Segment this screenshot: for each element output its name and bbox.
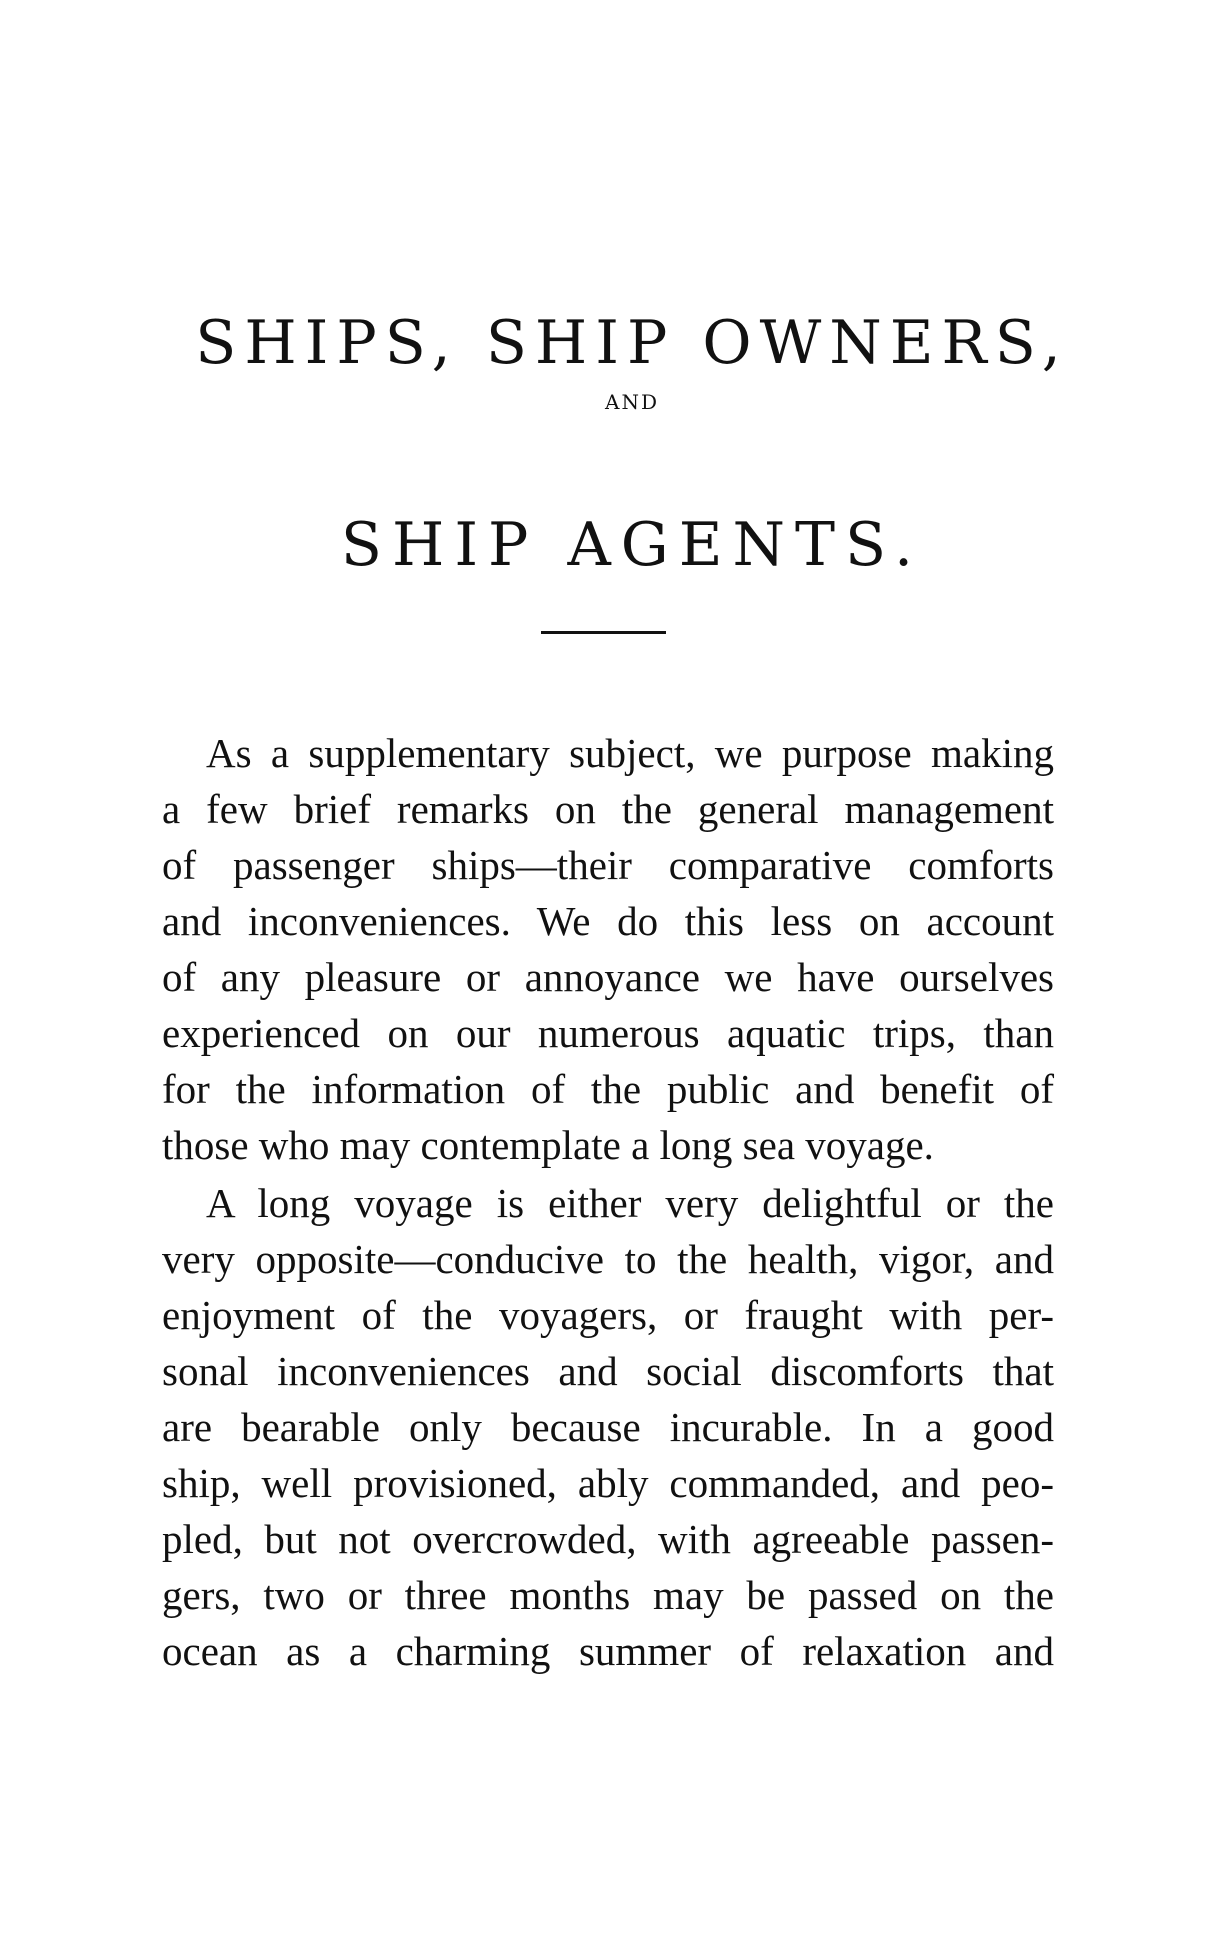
section-divider-rule	[541, 631, 666, 634]
paragraph-1	[162, 725, 1054, 1173]
text-line: of any pleasure or annoyance we have ourselves	[162, 954, 1054, 1000]
text-line: pled, but not overcrowded, with agreeable passen-	[162, 1516, 1054, 1562]
title-line-1: SHIPS, SHIP OWNERS,	[195, 308, 1069, 379]
title-connector: AND	[605, 390, 659, 414]
text-line: sonal inconveniences and social discomforts that	[162, 1348, 1054, 1394]
text-line: As a supplementary subject, we purpose making	[206, 730, 1054, 776]
text-line: are bearable only because incurable. In a good	[162, 1404, 1054, 1450]
text-line: ship, well provisioned, ably commanded, and peo-	[162, 1460, 1054, 1506]
text-line: a few brief remarks on the general management	[162, 786, 1054, 832]
text-line: gers, two or three months may be passed on the	[162, 1572, 1054, 1618]
text-line: and inconveniences. We do this less on account	[162, 898, 1054, 944]
text-line: enjoyment of the voyagers, or fraught with per-	[162, 1292, 1054, 1338]
text-line: very opposite—conducive to the health, vigor, and	[162, 1236, 1054, 1282]
title-line-2: SHIP AGENTS.	[340, 510, 924, 581]
text-line: ocean as a charming summer of relaxation and	[162, 1628, 1054, 1674]
text-line: A long voyage is either very delightful or the	[206, 1180, 1054, 1226]
text-line: of passenger ships—their comparative comforts	[162, 842, 1054, 888]
paragraph-2	[162, 1175, 1054, 1679]
text-line: those who may contemplate a long sea voyage.	[162, 1122, 934, 1168]
text-line: experienced on our numerous aquatic trips, than	[162, 1010, 1054, 1056]
text-line: for the information of the public and benefit of	[162, 1066, 1054, 1112]
